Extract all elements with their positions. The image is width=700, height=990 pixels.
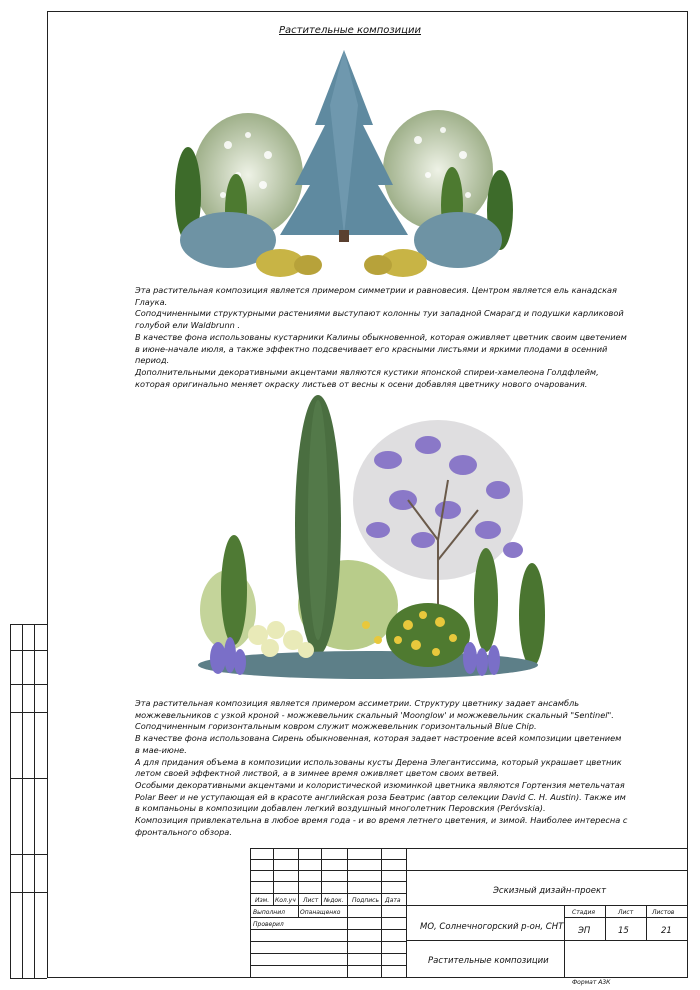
viburnum-right <box>383 110 493 230</box>
vypolnil-label: Выполнил <box>253 909 285 916</box>
project-name: Эскизный дизайн-проект <box>493 886 607 896</box>
col-podpis: Подпись <box>352 897 379 904</box>
sheet-label: Лист <box>618 909 634 916</box>
sheets-value: 21 <box>661 926 672 936</box>
col-ndok: №док. <box>324 897 344 904</box>
sheet-value: 15 <box>618 926 629 936</box>
binding-strip <box>10 624 47 978</box>
composition-2-description: Эта растительная композиция является примером ассиметрии. Структуру цветнику задает ансамбль можжевельников с узкой кроной - можжевельник скальный 'Moonglow' и можжевельник скальный "Sentinel". Соподчиненным горизонтальным ковром служит можжевельник горизонтальный Blue Chip. В качестве фона использована Сирень обыкновенная, которая задает настроение всей композиции цветением в мае-июне. А для придания объема в композиции использованы кусты Дерена Элегантиссима, который украшает цветник летом своей эффектной листвой, а в зимнее время оживляет цветом своих ветвей. Особыми декоративными акцентами и колористической изюминкой цветника являются Гортензия метельчатая Polar Beer и не уступающая ей в красоте английская роза Беатрис (автор селекции David C. H. Austin). Также им в компаньоны в композиции добавлен легкий воздушный многолетник Перовския (Perо́vskia). Композиция привлекательна в любое время года - и во время летнего цветения, и зимой. Наиболее интересна с фронтального обзора. <box>135 698 628 837</box>
col-list: Лист <box>303 897 319 904</box>
rose-bush <box>386 603 470 667</box>
sheet-title: Растительные композиции <box>428 956 549 966</box>
title-block <box>250 848 688 978</box>
format-label: Формат А3К <box>572 979 611 986</box>
composition-1-illustration <box>168 45 520 280</box>
col-izm: Изм. <box>255 897 270 904</box>
vypolnil-name: Опанащенко <box>300 909 341 916</box>
stage-value: ЭП <box>578 926 591 936</box>
juniper-sentinel-right <box>519 563 545 667</box>
proveril-label: Проверил <box>253 921 284 928</box>
location: МО, Солнечногорский р-он, СНТ <box>420 922 564 932</box>
juniper-sentinel-left <box>221 535 247 645</box>
page-title: Растительные композиции <box>279 25 421 36</box>
composition-2-illustration <box>188 390 548 685</box>
sheets-label: Листов <box>652 909 675 916</box>
col-data: Дата <box>385 897 401 904</box>
dwarf-spruce-right <box>414 212 502 268</box>
stage-label: Стадия <box>572 909 596 916</box>
juniper-sentinel-mid <box>474 548 498 652</box>
composition-1-description: Эта растительная композиция является примером симметрии и равновесия. Центром является ель канадская Глаука. Соподчиненными структурными растениями выступают колонны туи западной Смарагд и подушки карликовой голубой ели Waldbrunn . В качестве фона использованы кустарники Калины обыкновенной, которая оживляет цветник своим цветением в июне-начале июля, а также эффектно подсвечивает его красными листьями и яркими плодами в осенний период. Дополнительными декоративными акцентами являются кустики японской спиреи-хамелеона Голдфлейм, которая оригинально меняет окраску листьев от весны к осени добавляя цветнику нового очарования. <box>135 285 627 389</box>
col-kol-uch: Кол.уч <box>275 897 296 904</box>
